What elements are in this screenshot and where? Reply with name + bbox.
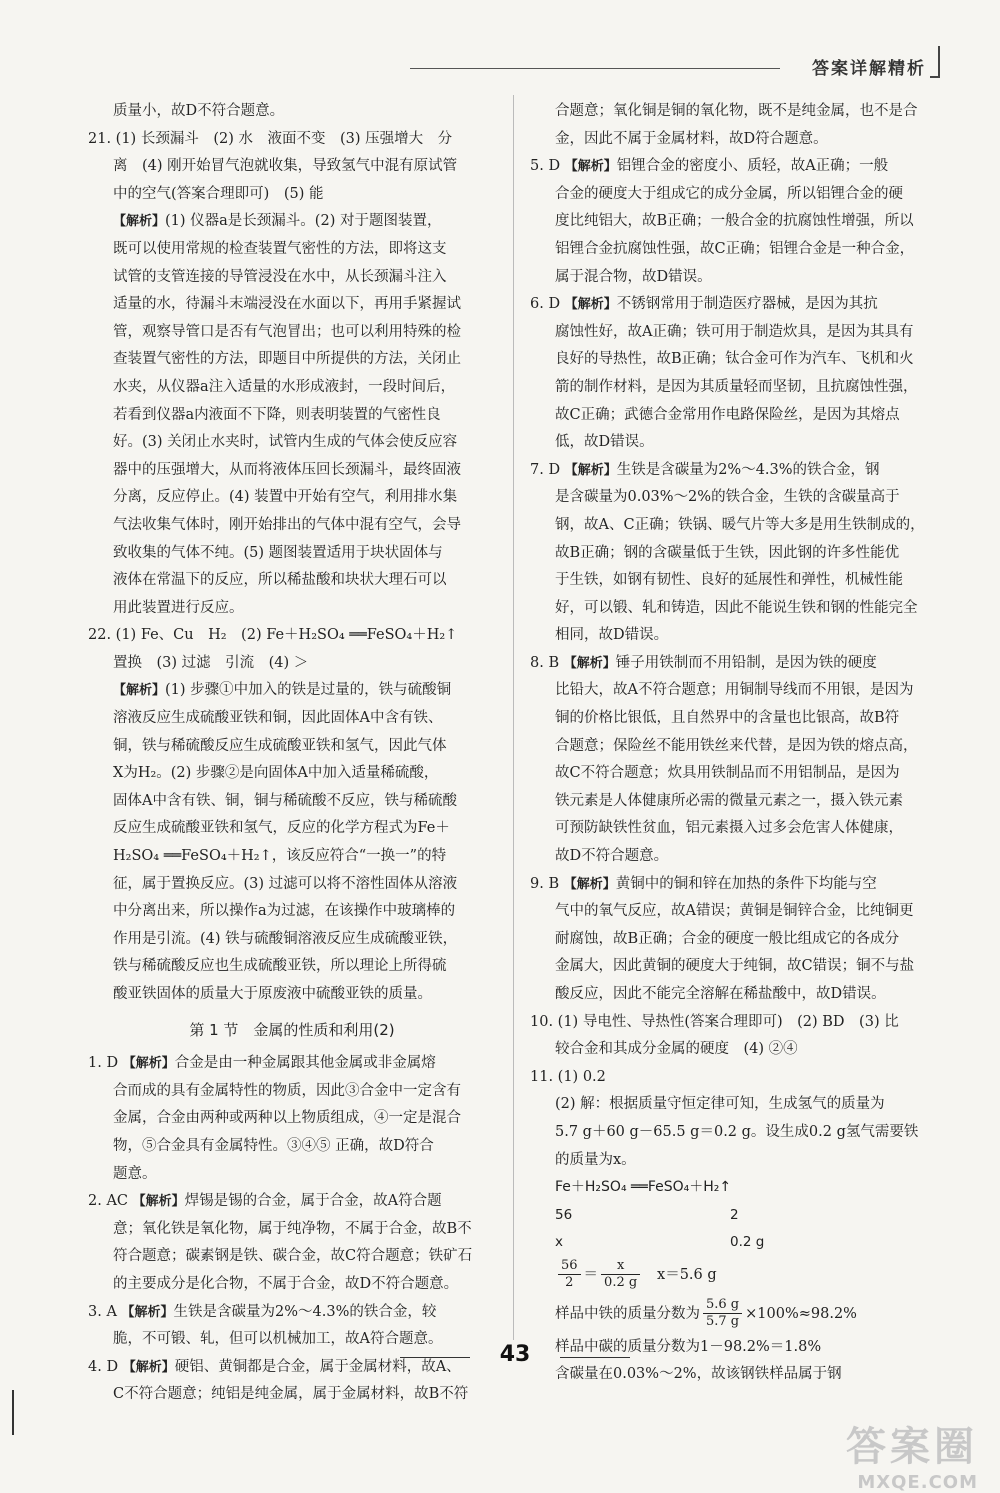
explanation-line: 液体在常温下的反应，所以稀盐酸和块状大理石可以: [113, 572, 447, 589]
explanation-line: 属于混合物，故D错误。: [555, 268, 712, 285]
solution-line: (2) 解：根据质量守恒定律可知，生成氢气的质量为: [555, 1096, 885, 1113]
answer-7-line: [530, 457, 935, 485]
explanation-line: 钢，故A、C正确；铁锅、暖气片等大多是用生铁制成的，: [555, 516, 925, 533]
explanation-text: (1) 仪器a是长颈漏斗。(2) 对于题图装置，: [165, 213, 442, 230]
answer-label: 2. AC: [88, 1193, 129, 1210]
explanation-text: 锤子用铁制而不用铅制，是因为铁的硬度: [615, 654, 877, 671]
answer-21-line-1: 21. (1) 长颈漏斗 (2) 水 液面不变 (3) 压强增大 分: [88, 130, 453, 147]
answer-label: 4. D: [88, 1358, 119, 1375]
result: x＝5.6 g: [657, 1266, 717, 1283]
explanation-line: 铜的价格比银低，且自然界中的含量也比银高，故B符: [555, 710, 900, 727]
explanation-line: 故C不符合题意；炊具用铁制品而不用铝制品，是因为: [555, 765, 900, 782]
explanation-line: 溶液反应生成硫酸亚铁和铜，因此固体A中含有铁、: [113, 710, 443, 727]
value: ×100%≈98.2%: [745, 1305, 857, 1322]
explanation-line: 合金的硬度大于组成它的成分金属，所以铝锂合金的硬: [555, 185, 903, 202]
explanation-line: 用此装置进行反应。: [113, 599, 244, 616]
answer-22-line-2: 置换 (3) 过滤 引流 (4) ＞: [113, 654, 309, 671]
explanation-line: 铁元素是人体健康所必需的微量元素之一，摄入铁元素: [555, 792, 903, 809]
text-line: 合题意；氧化铜是铜的氧化物，既不是纯金属，也不是合: [555, 103, 918, 119]
explanation-line: 酸反应，因此不能完全溶解在稀盐酸中，故D错误。: [555, 986, 886, 1002]
numerator: 56: [558, 1258, 581, 1275]
text-line: 金，因此不属于金属材料，故D符合题意。: [555, 130, 828, 147]
explanation-line: 故C正确；武德合金常用作电路保险丝，是因为其熔点: [555, 406, 900, 423]
mass-fe: 56: [555, 1206, 573, 1223]
left-column: [88, 98, 496, 1409]
proportion-line: [530, 1256, 935, 1294]
explanation-line: 意；氧化铁是氧化物，属于纯净物，不属于合金，故B不: [113, 1220, 472, 1237]
explanation-line: 铝锂合金抗腐蚀性强，故C正确；铝锂合金是一种合金，: [555, 240, 915, 257]
solution-line: 的质量为x。: [555, 1151, 636, 1168]
answer-1-line: [88, 1050, 496, 1078]
watermark-logo: [748, 1415, 978, 1493]
analysis-tag: 【解析】: [122, 1359, 175, 1375]
analysis-tag: 【解析】: [564, 462, 617, 478]
column-divider: [513, 95, 514, 1340]
explanation-line: 水夹，从仪器a注入适量的水形成液封，一段时间后，: [113, 378, 456, 395]
solution-line: 5.7 g＋60 g－65.5 g＝0.2 g。设生成0.2 g氢气需要铁: [555, 1123, 919, 1140]
explanation-line: 符合题意；碳素钢是铁、碳合金，故C符合题意；铁矿石: [113, 1248, 473, 1265]
analysis-tag: 【解析】: [563, 655, 616, 671]
explanation-line: 可预防缺铁性贫血，铝元素摄入过多会危害人体健康，: [555, 820, 903, 837]
fraction: [703, 1297, 742, 1330]
explanation-text: 合金是由一种金属跟其他金属或非金属熔: [174, 1055, 436, 1072]
right-column: [530, 98, 935, 1389]
answer-label: 6. D: [530, 296, 561, 313]
page-number: 43: [499, 1342, 531, 1367]
header-rule: [410, 68, 780, 69]
answer-label: 7. D: [530, 461, 561, 478]
denominator: 2: [565, 1275, 574, 1291]
fraction: [558, 1258, 581, 1291]
explanation-line: 低，故D错误。: [555, 434, 654, 451]
answer-label: 5. D: [530, 158, 561, 175]
chemical-equation: Fe＋H₂SO₄ ══FeSO₄＋H₂↑: [555, 1179, 732, 1196]
explanation-line: 铁与稀硫酸反应也生成硫酸亚铁，所以理论上所得硫: [113, 958, 447, 975]
analysis-tag: 【解析】: [563, 876, 616, 892]
explanation-line: 良好的导热性，故B正确；钛合金可作为汽车、飞机和火: [555, 351, 914, 368]
explanation-line: [88, 677, 496, 705]
answer-5-line: [530, 153, 935, 181]
explanation-line: 试管的支管连接的导管浸没在水中，从长颈漏斗注入: [113, 268, 447, 285]
explanation-line: 管，观察导管口是否有气泡冒出；也可以利用特殊的检: [113, 323, 461, 340]
watermark-text: 答案圈: [846, 1424, 978, 1470]
analysis-tag: 【解析】: [564, 297, 617, 313]
explanation-line: 固体A中含有铁、铜，铜与稀硫酸不反应，铁与稀硫酸: [113, 792, 457, 809]
answer-21-line-3: 中的空气(答案合理即可) (5) 能: [113, 185, 324, 202]
explanation-line: 腐蚀性好，故A正确；铁可用于制造炊具，是因为其具有: [555, 323, 914, 340]
explanation-text: 铝锂合金的密度小、质轻，故A正确；一般: [616, 158, 889, 175]
page-header: [410, 40, 940, 80]
explanation-line: 致收集的气体不纯。(5) 题图装置适用于块状固体与: [113, 544, 443, 561]
explanation-text: 焊锡是锡的合金，属于合金，故A符合题: [184, 1193, 442, 1210]
explanation-line: 分离，反应停止。(4) 装置中开始有空气，利用排水集: [113, 489, 458, 506]
answer-22-line-1: 22. (1) Fe、Cu H₂ (2) Fe＋H₂SO₄ ══FeSO₄＋H₂↑: [88, 627, 458, 644]
answer-label: 1. D: [88, 1055, 119, 1072]
analysis-tag: 【解析】: [122, 1056, 175, 1072]
analysis-tag: 【解析】: [564, 159, 617, 175]
mass-value: 0.2 g: [730, 1233, 765, 1250]
explanation-line: 若看到仪器a内液面不下降，则表明装置的气密性良: [113, 406, 441, 423]
explanation-line: C不符合题意；纯铝是纯金属，属于金属材料，故B不符: [113, 1386, 469, 1403]
explanation-line: 金属大，因此黄铜的硬度大于纯铜，故C错误；铜不与盐: [555, 958, 915, 975]
explanation-line: 相同，故D错误。: [555, 627, 669, 644]
c-percentage-line: 样品中碳的质量分数为1－98.2%＝1.8%: [555, 1338, 822, 1355]
relative-mass-row: [530, 1202, 935, 1229]
answer-6-line: [530, 291, 935, 319]
answer-label: 9. B: [530, 875, 560, 892]
explanation-line: 故D不符合题意。: [555, 848, 669, 865]
explanation-text: 生铁是含碳量为2%～4.3%的铁合金，钢: [616, 461, 880, 478]
explanation-line: X为H₂。(2) 步骤②是向固体A中加入适量稀硫酸，: [113, 765, 439, 782]
answer-9-line: [530, 871, 935, 899]
explanation-line: 反应生成硫酸亚铁和氢气，反应的化学方程式为Fe＋: [113, 820, 450, 837]
explanation-line: 既可以使用常规的检查装置气密性的方法，即将这支: [113, 240, 447, 257]
answer-2-line: [88, 1188, 496, 1216]
answer-11-line-1: 11. (1) 0.2: [530, 1068, 606, 1085]
explanation-line: 是含碳量为0.03%～2%的铁合金，生铁的含碳量高于: [555, 489, 900, 506]
footer-rule-right: [560, 1357, 630, 1358]
equals-sign: ＝: [583, 1266, 599, 1283]
explanation-line: 适量的水，待漏斗末端浸没在水面以下，再用手紧握试: [113, 296, 461, 313]
answer-10-line-2: 较合金和其成分金属的硬度 (4) ②④: [555, 1041, 798, 1058]
explanation-line: 器中的压强增大，从而将液体压回长颈漏斗，最终固液: [113, 461, 461, 478]
explanation-text: 生铁是含碳量为2%～4.3%的铁合金，较: [173, 1303, 437, 1320]
var-x: x: [555, 1233, 563, 1250]
section-heading: 第 1 节 金属的性质和利用(2): [189, 1020, 395, 1039]
explanation-text: 不锈钢常用于制造医疗器械，是因为其抗: [616, 296, 878, 313]
explanation-text: (1) 步骤①中加入的铁是过量的，铁与硫酸铜: [165, 682, 452, 699]
binding-mark: [12, 1390, 14, 1435]
explanation-line: 脆，不可锻、轧，但可以机械加工，故A符合题意。: [113, 1331, 443, 1348]
explanation-line: 的主要成分是化合物，不属于合金，故D不符合题意。: [113, 1275, 459, 1292]
explanation-line: 作用是引流。(4) 铁与硫酸铜溶液反应生成硫酸亚铁，: [113, 930, 458, 947]
label: 样品中铁的质量分数为: [555, 1305, 700, 1322]
answer-10-line-1: 10. (1) 导电性、导热性(答案合理即可) (2) BD (3) 比: [530, 1013, 899, 1030]
explanation-line: 好，可以锻、轧和铸造，因此不能说生铁和钢的性能完全: [555, 599, 918, 616]
explanation-line: 中分离出来，所以操作a为过滤，在该操作中玻璃棒的: [113, 903, 456, 920]
explanation-line: 题意。: [113, 1165, 157, 1182]
explanation-line: 耐腐蚀，故B正确；合金的硬度一般比组成它的各成分: [555, 930, 900, 947]
actual-mass-row: [530, 1229, 935, 1256]
analysis-tag: 【解析】: [121, 1304, 174, 1320]
analysis-tag: 【解析】: [113, 214, 166, 230]
denominator: 5.7 g: [706, 1314, 740, 1330]
explanation-line: 物，⑤合金具有金属特性。③④⑤ 正确，故D符合: [113, 1137, 434, 1154]
analysis-tag: 【解析】: [132, 1194, 185, 1210]
page-footer: [400, 1342, 630, 1372]
explanation-text: 硬铝、黄铜都是合金，属于金属材料，故A、: [174, 1358, 461, 1375]
explanation-line: 征，属于置换反应。(3) 过滤可以将不溶性固体从溶液: [113, 875, 458, 892]
explanation-line: 箭的制作材料，是因为其质量轻而坚韧，且抗腐蚀性强，: [555, 378, 918, 395]
explanation-line: 酸亚铁固体的质量大于原废液中硫酸亚铁的质量。: [113, 986, 432, 1002]
explanation-line: 故B正确；钢的含碳量低于生铁，因此钢的许多性能优: [555, 544, 900, 561]
explanation-line: 金属，合金由两种或两种以上物质组成，④一定是混合: [113, 1110, 461, 1127]
conclusion-line: 含碳量在0.03%～2%，故该钢铁样品属于钢: [555, 1366, 842, 1383]
explanation-line: 气法收集气体时，刚开始排出的气体中混有空气，会导: [113, 516, 461, 533]
explanation-text: 黄铜中的铜和锌在加热的条件下均能与空: [615, 875, 877, 892]
explanation-line: 气中的氧气反应，故A错误；黄铜是铜锌合金，比纯铜更: [555, 903, 914, 920]
answer-label: 3. A: [88, 1303, 117, 1320]
explanation-line: 合而成的具有金属特性的物质，因此③合金中一定含有: [113, 1082, 461, 1099]
analysis-tag: 【解析】: [113, 683, 166, 699]
header-title: 答案详解精析: [812, 59, 926, 79]
answer-8-line: [530, 650, 935, 678]
watermark-url: MXQE.COM: [857, 1472, 978, 1493]
explanation-line: 比铅大，故A不符合题意；用铜制导线而不用银，是因为: [555, 682, 914, 699]
text-line: 质量小，故D不符合题意。: [113, 103, 285, 119]
answer-label: 8. B: [530, 654, 560, 671]
explanation-line: H₂SO₄ ══FeSO₄＋H₂↑，该反应符合“一换一”的特: [113, 848, 447, 865]
explanation-line: 查装置气密性的方法，即题目中所提供的方法，关闭止: [113, 351, 461, 368]
numerator: 5.6 g: [703, 1297, 742, 1314]
explanation-line: 合题意；保险丝不能用铁丝来代替，是因为铁的熔点高，: [555, 737, 918, 754]
header-bracket: [930, 46, 940, 78]
explanation-line: [88, 208, 496, 236]
answer-3-line: [88, 1299, 496, 1327]
explanation-line: 度比纯铝大，故B正确；一般合金的抗腐蚀性增强，所以: [555, 213, 914, 230]
explanation-line: 铜，铁与稀硫酸反应生成硫酸亚铁和氢气，因此气体: [113, 737, 447, 754]
answer-21-line-2: 离 (4) 刚开始冒气泡就收集，导致氢气中混有原试管: [113, 158, 458, 175]
fraction: [601, 1258, 640, 1291]
numerator: x: [601, 1258, 640, 1275]
explanation-line: 于生铁，如钢有韧性、良好的延展性和弹性，机械性能: [555, 572, 903, 589]
mass-h2: 2: [730, 1206, 739, 1223]
explanation-line: 好。(3) 关闭止水夹时，试管内生成的气体会使反应容: [113, 434, 458, 451]
denominator: 0.2 g: [604, 1275, 638, 1291]
fe-percentage-line: [530, 1294, 935, 1334]
